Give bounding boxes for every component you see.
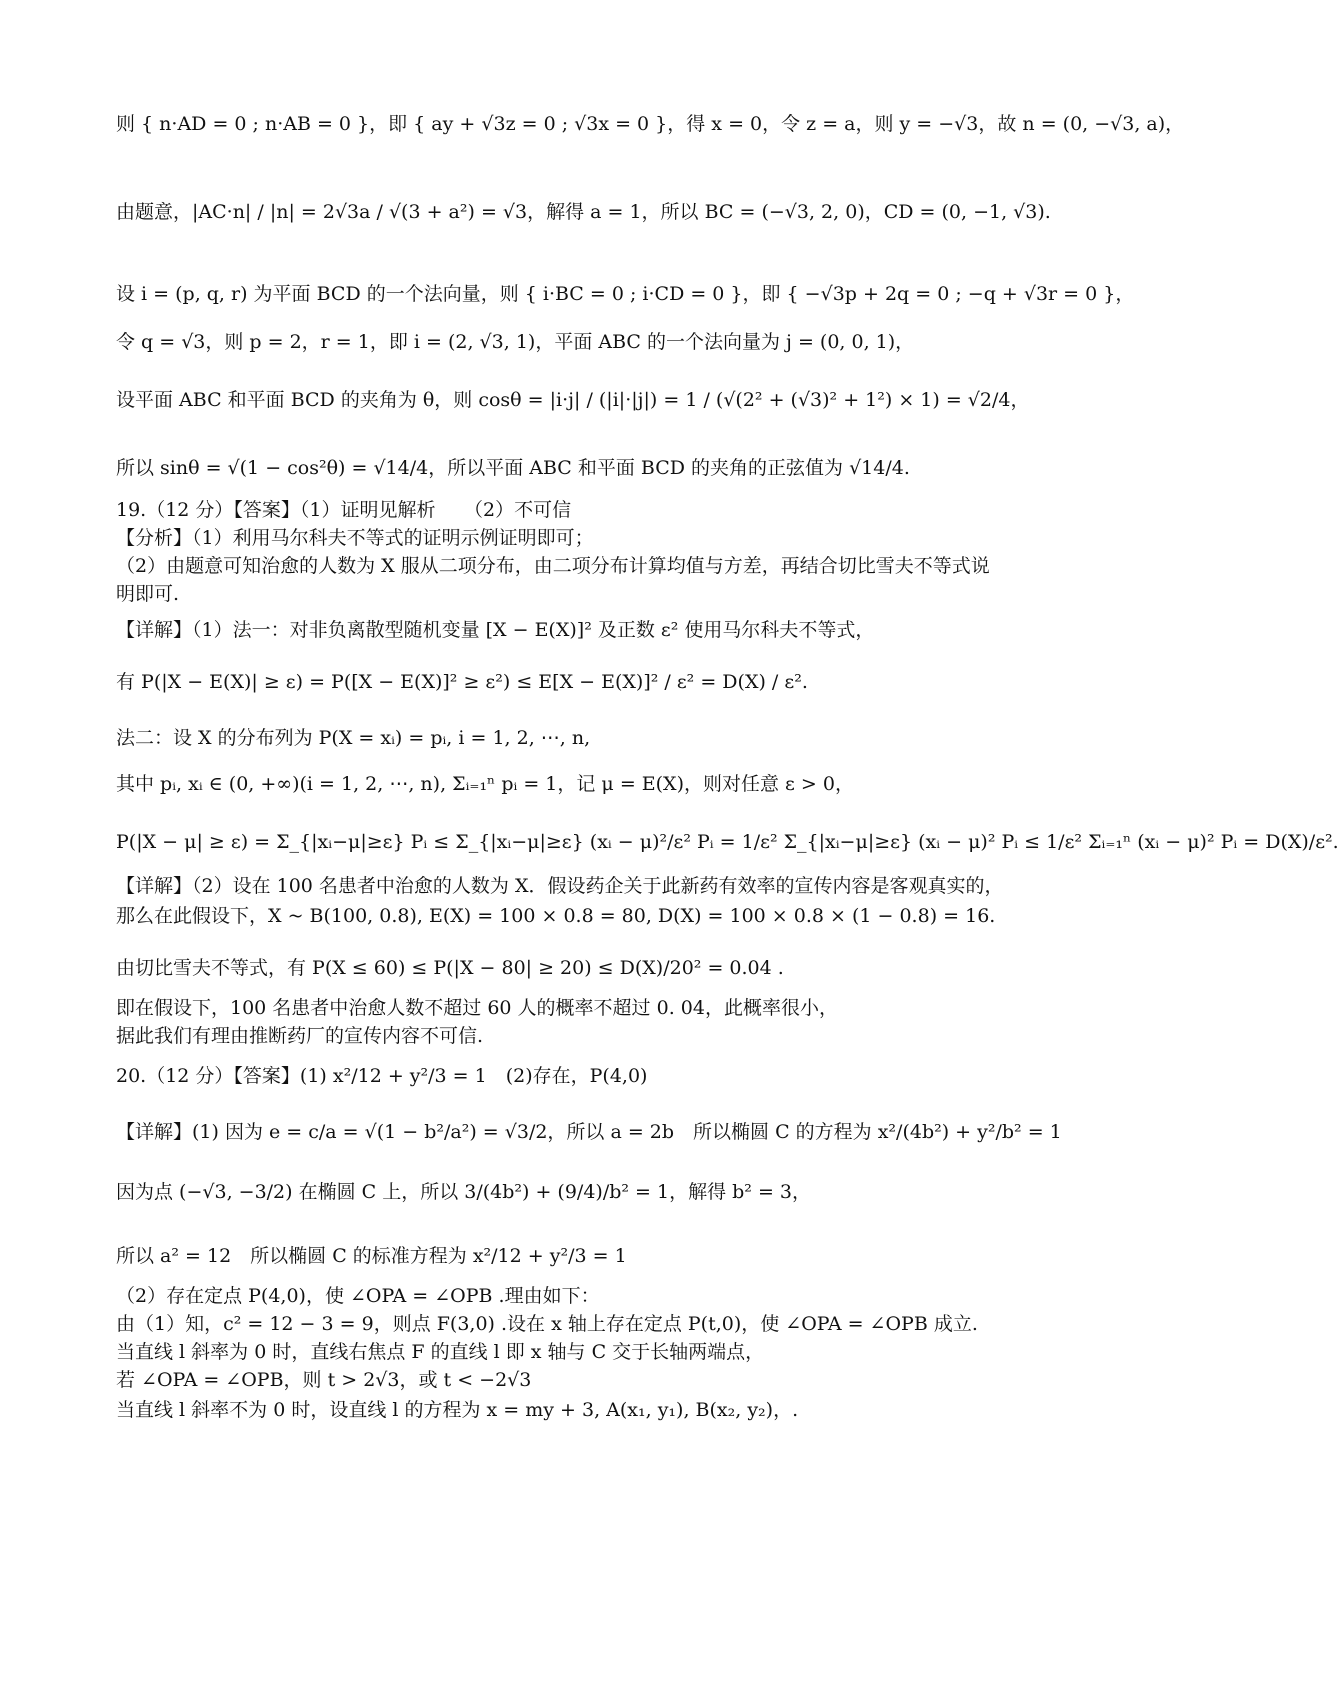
text-line: 据此我们有理由推断药厂的宣传内容不可信. — [116, 1025, 484, 1047]
text-line: 明即可. — [116, 583, 180, 605]
formula-line: 由切比雪夫不等式，有 P(X ≤ 60) ≤ P(|X − 80| ≥ 20) ≤ D(X)/20² = 0.04 . — [116, 957, 784, 979]
formula-line: P(|X − μ| ≥ ε) = Σ_{|xᵢ−μ|≥ε} Pᵢ ≤ Σ_{|xᵢ−μ|≥ε} (xᵢ − μ)²/ε² Pᵢ = 1/ε² Σ_{|xᵢ−μ|≥ε} (xᵢ − μ)² Pᵢ ≤ 1/ε² Σᵢ₌₁ⁿ (xᵢ − μ)² Pᵢ = D(X)/ε². — [116, 831, 1339, 853]
text-line: 即在假设下，100 名患者中治愈人数不超过 60 人的概率不超过 0. 04，此概率很小， — [116, 997, 838, 1019]
text-line: 若 ∠OPA = ∠OPB，则 t > 2√3，或 t < −2√3 — [116, 1369, 532, 1391]
text-line: 其中 pᵢ, xᵢ ∈ (0, +∞)(i = 1, 2, ⋯, n), Σᵢ₌₁ⁿ pᵢ = 1，记 μ = E(X)，则对任意 ε > 0， — [116, 773, 854, 795]
text-line: 当直线 l 斜率为 0 时，直线右焦点 F 的直线 l 即 x 轴与 C 交于长轴两端点， — [116, 1341, 765, 1363]
answer-line: 20.（12 分）【答案】(1) x²/12 + y²/3 = 1 (2)存在，P(4,0) — [116, 1065, 648, 1087]
text-line: 所以 a² = 12 所以椭圆 C 的标准方程为 x²/12 + y²/3 = 1 — [116, 1245, 627, 1267]
text-line: 设 i = (p, q, r) 为平面 BCD 的一个法向量，则 { i·BC = 0 ; i·CD = 0 }，即 { −√3p + 2q = 0 ; −q + √3r = 0 }， — [116, 283, 1135, 305]
text-line: 那么在此假设下，X ~ B(100, 0.8), E(X) = 100 × 0.8 = 80, D(X) = 100 × 0.8 × (1 − 0.8) = 16. — [116, 905, 996, 927]
text-line: 由题意，|AC·n| / |n| = 2√3a / √(3 + a²) = √3，解得 a = 1，所以 BC = (−√3, 2, 0)，CD = (0, −1, √3). — [116, 201, 1051, 223]
answer-line: 19.（12 分）【答案】（1）证明见解析 （2）不可信 — [116, 499, 572, 521]
detail-line: 【详解】（1）法一：对非负离散型随机变量 [X − E(X)]² 及正数 ε² 使用马尔科夫不等式， — [116, 619, 875, 641]
text-line: 当直线 l 斜率不为 0 时，设直线 l 的方程为 x = my + 3, A(x₁, y₁), B(x₂, y₂)，. — [116, 1399, 799, 1421]
text-line: （2）由题意可知治愈的人数为 X 服从二项分布，由二项分布计算均值与方差，再结合切比雪夫不等式说 — [116, 555, 990, 577]
text-line: 则 { n·AD = 0 ; n·AB = 0 }，即 { ay + √3z = 0 ; √3x = 0 }，得 x = 0，令 z = a，则 y = −√3，故 n = (0, −√3, a)， — [116, 113, 1185, 135]
text-line: （2）存在定点 P(4,0)，使 ∠OPA = ∠OPB .理由如下： — [116, 1285, 600, 1307]
text-line: 由（1）知，c² = 12 − 3 = 9，则点 F(3,0) .设在 x 轴上存在定点 P(t,0)，使 ∠OPA = ∠OPB 成立. — [116, 1313, 978, 1335]
text-line: 法二：设 X 的分布列为 P(X = xᵢ) = pᵢ, i = 1, 2, ⋯, n, — [116, 727, 591, 749]
text-line: 设平面 ABC 和平面 BCD 的夹角为 θ，则 cosθ = |i·j| / (|i|·|j|) = 1 / (√(2² + (√3)² + 1²) × 1) = √2/4， — [116, 389, 1030, 411]
text-line: 所以 sinθ = √(1 − cos²θ) = √14/4，所以平面 ABC 和平面 BCD 的夹角的正弦值为 √14/4. — [116, 457, 910, 479]
formula-line: 有 P(|X − E(X)| ≥ ε) = P([X − E(X)]² ≥ ε²) ≤ E[X − E(X)]² / ε² = D(X) / ε². — [116, 671, 808, 693]
detail-line: 【详解】（2）设在 100 名患者中治愈的人数为 X．假设药企关于此新药有效率的宣传内容是客观真实的， — [116, 875, 1004, 897]
detail-line: 【详解】(1) 因为 e = c/a = √(1 − b²/a²) = √3/2，所以 a = 2b 所以椭圆 C 的方程为 x²/(4b²) + y²/b² = 1 — [116, 1121, 1062, 1143]
text-line: 令 q = √3，则 p = 2，r = 1，即 i = (2, √3, 1)，平面 ABC 的一个法向量为 j = (0, 0, 1)， — [116, 331, 915, 353]
analysis-line: 【分析】（1）利用马尔科夫不等式的证明示例证明即可； — [116, 527, 594, 549]
text-line: 因为点 (−√3, −3/2) 在椭圆 C 上，所以 3/(4b²) + (9/4)/b² = 1，解得 b² = 3， — [116, 1181, 812, 1203]
